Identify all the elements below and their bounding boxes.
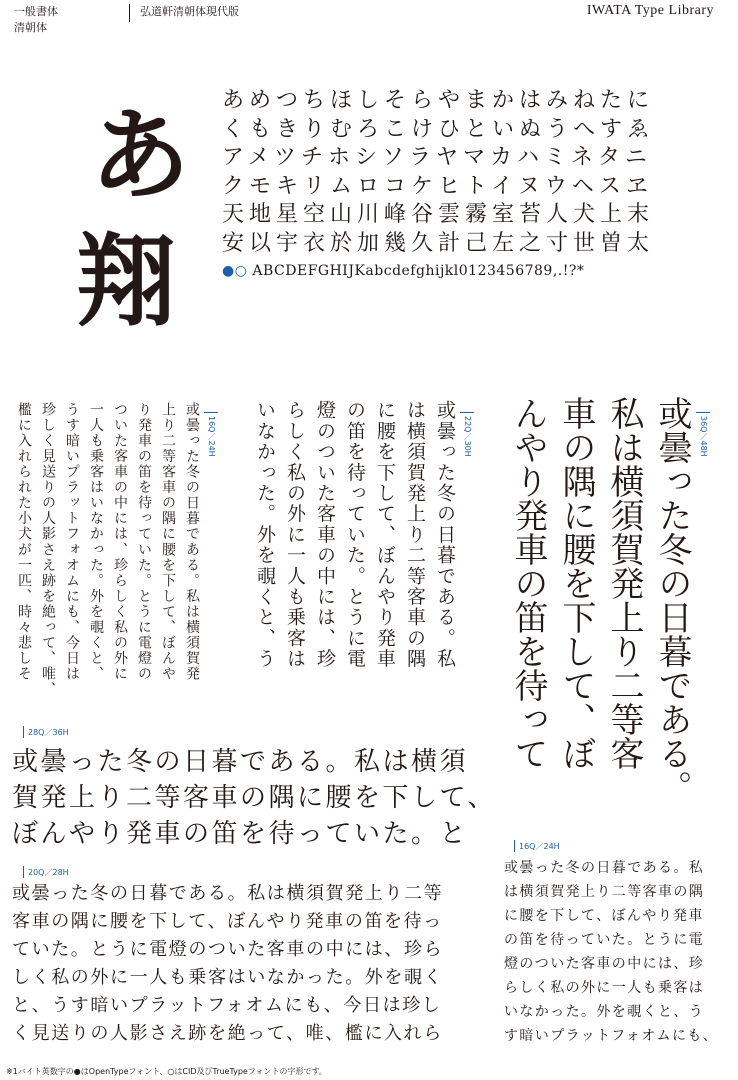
size-tag-36q: 36Q／48H xyxy=(699,416,708,457)
text-column: 珍しく見送りの人影さえ跡を絶って、唯、 xyxy=(40,402,56,698)
text-column: うす暗いプラットフォオムにも、今日は xyxy=(64,402,80,682)
text-line: いなかった。外を覗くと、う xyxy=(504,1004,705,1020)
text-column: ついた客車の中には、珍らしく私の外に xyxy=(112,402,128,682)
brand-name: IWATA Type Library xyxy=(586,3,714,18)
text-line: しく私の外に一人も乗客はいなかった。外を覗く xyxy=(12,967,444,988)
text-column: 私は横須賀発上り二等客 xyxy=(604,396,644,770)
text-line: は横須賀発上り二等客車の隅 xyxy=(504,884,705,900)
text-line: 燈のついた客車の中には、珍 xyxy=(504,956,705,972)
text-column: の笛を待っていた。とうに電 xyxy=(344,400,366,670)
text-line: らしく私の外に一人も乗客は xyxy=(504,980,705,996)
size-tag-bar xyxy=(204,412,218,413)
size-tag-bar xyxy=(460,412,474,413)
horizontal-text-16q xyxy=(504,856,730,1048)
text-line: 客車の隅に腰を下して、ぼんやり発車の笛を待っ xyxy=(12,911,443,932)
category-line-2: 清朝体 xyxy=(14,21,47,34)
hero-glyph-b: 翔 xyxy=(76,222,176,340)
text-line: す暗いプラットフォオムにも、 xyxy=(504,1028,719,1044)
text-column: は横須賀発上り二等客車の隅 xyxy=(404,400,426,670)
sample-line: くもきりむろこけひといぬうへすゑ xyxy=(222,116,655,142)
size-tag-bar xyxy=(696,412,710,413)
font-name: 弘道軒清朝体現代版 xyxy=(140,5,239,18)
vertical-text-22q xyxy=(248,400,460,700)
hero-glyph-a: あ xyxy=(90,96,190,214)
size-tag-28q: 28Q／36H xyxy=(28,728,69,737)
horizontal-text-20q xyxy=(12,880,472,1048)
cid-marker-icon: ○ xyxy=(234,262,248,279)
text-column: 或曇った冬の日暮である。 xyxy=(652,396,692,804)
vertical-text-16q xyxy=(10,402,204,702)
size-tag-bar xyxy=(23,866,24,878)
text-column: いなかった。外を覗くと、う xyxy=(254,400,276,670)
sample-line: アメツチホシソラヤマカハミネタニ xyxy=(222,145,653,171)
text-column: んやり発車の笛を待って xyxy=(508,396,548,770)
sample-line: 安以宇衣於加幾久計己左之寸世曽太 xyxy=(222,230,655,256)
text-column: に腰を下して、ぼんやり発車 xyxy=(374,400,396,670)
sample-line: あめつちほしそらやまかはみねたに xyxy=(222,88,655,113)
text-line: に腰を下して、ぼんやり発車 xyxy=(504,908,704,924)
category-line-1: 一般書体 xyxy=(14,5,58,18)
size-tag-16q-horizontal: 16Q／24H xyxy=(519,842,560,851)
text-column: 車の隅に腰を下して、ぼ xyxy=(556,396,596,770)
text-line: と、うす暗いプラットフォオムにも、今日は珍し xyxy=(12,995,442,1016)
character-samples xyxy=(222,87,722,280)
text-line: ぼんやり発車の笛を待っていた。と xyxy=(12,819,469,849)
text-line: ていた。とうに電燈のついた客車の中には、珍ら xyxy=(12,939,444,960)
text-line: 或曇った冬の日暮である。私は横須賀発上り二等 xyxy=(12,883,444,904)
header-divider xyxy=(129,4,130,22)
size-tag-22q: 22Q／30H xyxy=(463,416,472,457)
text-column: らしく私の外に一人も乗客は xyxy=(284,400,306,670)
text-column: 上り二等客車の隅に腰を下して、ぼんや xyxy=(160,402,176,682)
sample-line: クモキリムロコケヒトイヌウヘスヱ xyxy=(222,173,653,199)
size-tag-bar xyxy=(23,726,24,738)
size-tag-16q-vertical: 16Q／24H xyxy=(207,416,216,457)
sample-line: 天地星空山川峰谷雲霧室苔人犬上末 xyxy=(222,202,655,228)
text-column: 或曇った冬の日暮である。私は横須賀発 xyxy=(184,402,200,682)
horizontal-text-28q xyxy=(12,744,498,852)
text-column: り発車の笛を待っていた。とうに電燈の xyxy=(136,402,152,682)
category-label xyxy=(14,4,58,36)
text-line: 或曇った冬の日暮である。私 xyxy=(504,860,705,876)
text-line: く見送りの人影さえ跡を絶って、唯、檻に入れら xyxy=(12,1023,443,1044)
vertical-text-36q xyxy=(504,396,696,826)
text-column: 燈のついた客車の中には、珍 xyxy=(314,400,336,670)
size-tag-bar xyxy=(514,840,515,852)
text-line: 賀発上り二等客車の隅に腰を下して、 xyxy=(12,783,496,813)
text-column: 或曇った冬の日暮である。私 xyxy=(434,400,456,670)
text-line: 或曇った冬の日暮である。私は横須 xyxy=(12,747,469,777)
footnote: ※1バイト英数字の●はOpenTypeフォント、○はCID及びTrueTypeフォントの字形です。 xyxy=(6,1067,327,1076)
alphanumeric-sample xyxy=(222,262,722,280)
text-column: 一人も乗客はいなかった。外を覗くと、 xyxy=(88,402,104,682)
size-tag-20q: 20Q／28H xyxy=(28,868,69,877)
opentype-marker-icon: ● xyxy=(222,262,235,279)
alphanumeric-text: ABCDEFGHIJKabcdefghijkl0123456789,.!?* xyxy=(252,262,585,279)
text-column: 檻に入れられた小犬が一匹、時々悲しそ xyxy=(16,402,32,682)
text-line: の笛を待っていた。とうに電 xyxy=(504,932,705,948)
